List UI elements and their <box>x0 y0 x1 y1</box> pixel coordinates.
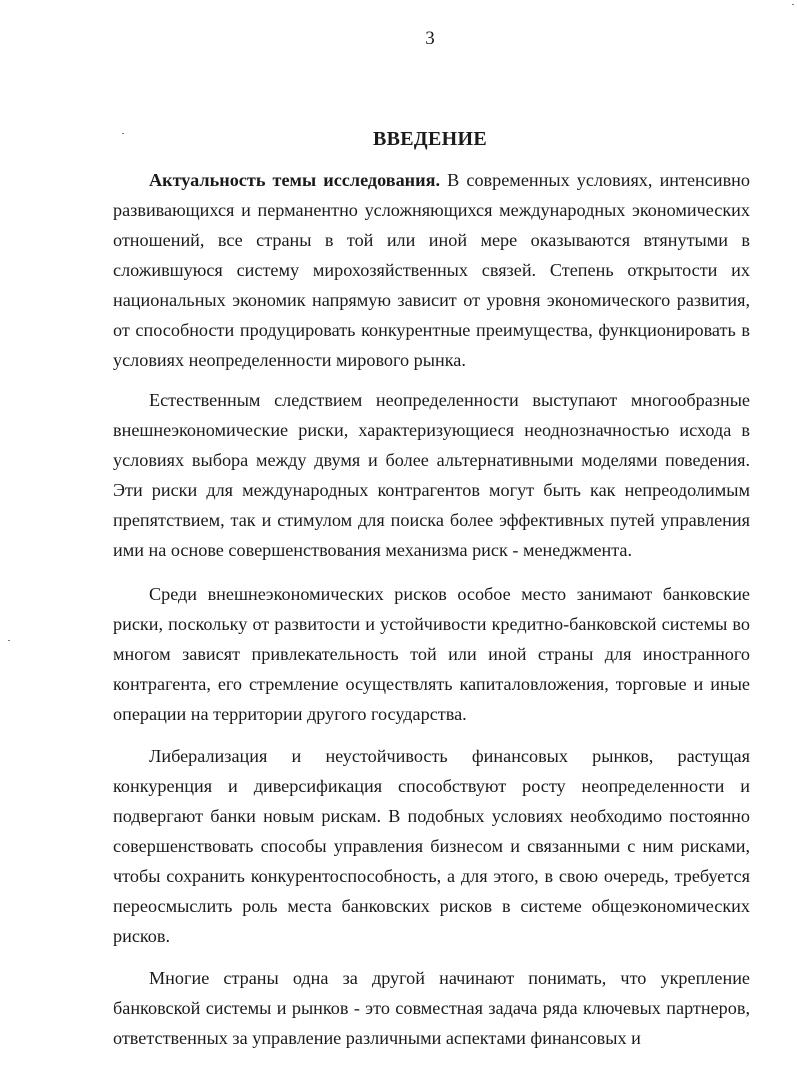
paragraph-liberalization: Либерализация и неустойчивость финансовых рынков, растущая конкуренция и диверсификация способствуют росту неопределенности и подвергают банки новым рискам. В подобных условиях необходимо постоянно совершенствовать способы управления бизнесом и связанными с ним рисками, чтобы сохранить конкурентоспособность, а для этого, в свою очередь, требуется переосмыслить роль места банковских рисков в системе общеэкономических рисков. <box>113 746 750 946</box>
paragraph-relevance <box>113 165 750 375</box>
paragraph-lead: Актуальность темы исследования. <box>149 170 441 190</box>
scan-speck <box>792 4 794 5</box>
scan-speck <box>122 133 124 134</box>
page-number: 3 <box>425 28 435 49</box>
paragraph-risks: Естественным следствием неопределенности выступают многообразные внешнеэкономические риски, характеризующиеся неоднозначностью исхода в условиях выбора между двумя и более альтернативными моделями поведения. Эти риски для международных контрагентов могут быть как непреодолимым препятствием, так и стимулом для поиска более эффективных путей управления ими на основе совершенствования механизма риск - менеджмента. <box>113 390 750 560</box>
paragraph-banking-risks: Среди внешнеэкономических рисков особое место занимают банковские риски, поскольку от развитости и устойчивости кредитно-банковской системы во многом зависят привлекательность той или иной страны для иностранного контрагента, его стремление осуществлять капиталовложения, торговые и иные операции на территории другого государства. <box>113 584 750 724</box>
paragraph-cooperation: Многие страны одна за другой начинают понимать, что укрепление банковской системы и рынков - это совместная задача ряда ключевых партнеров, ответственных за управление различными аспектами финансовых и <box>113 968 750 1048</box>
paragraph-text: В современных условиях, интенсивно развивающихся и перманентно усложняющихся международных экономических отношений, все страны в той или иной мере оказываются втянутыми в сложившуюся систему мирохозяйственных связей. Степень открытости их национальных экономик напрямую зависит от уровня экономического развития, от способности продуцировать конкурентные преимущества, функционировать в условиях неопределенности мирового рынка. <box>113 170 751 370</box>
scan-speck <box>8 640 10 641</box>
section-heading: ВВЕДЕНИЕ <box>373 128 487 150</box>
body-text <box>113 165 750 1053</box>
